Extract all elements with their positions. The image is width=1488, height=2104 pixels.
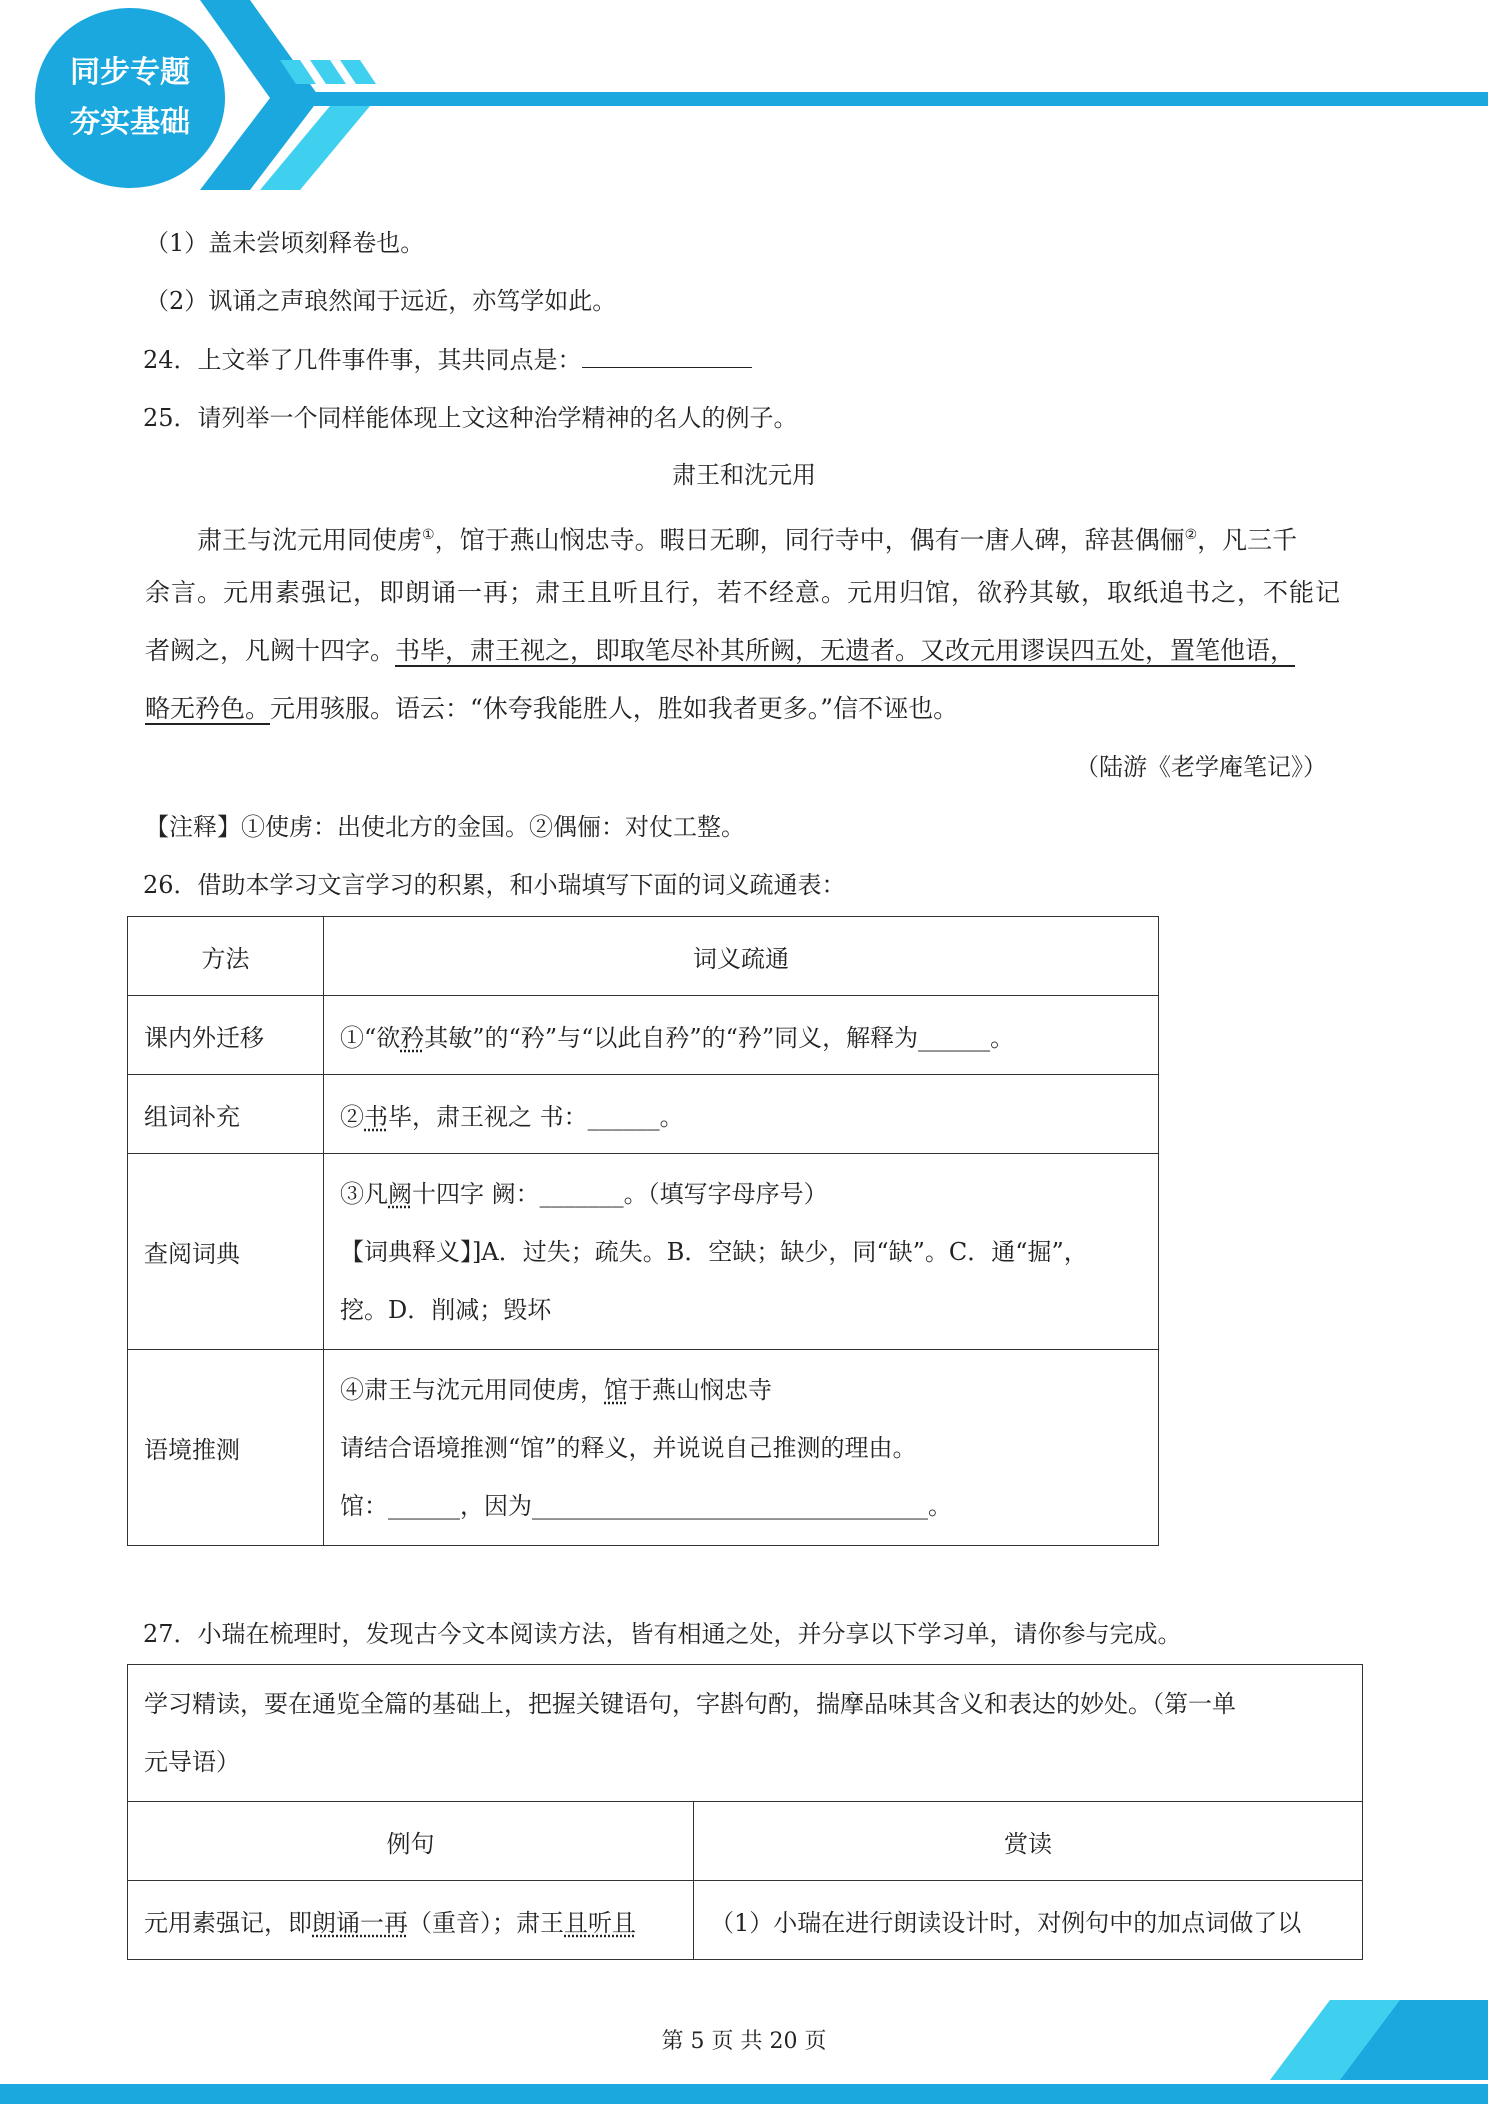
cell-text: 其敏”的“矜”与“以此自矜”的“矜”同义，解释为______。 <box>424 1023 1015 1052</box>
vocabulary-table <box>127 916 1159 1546</box>
passage-line-2: 余言。元用素强记，即朗诵一再；肃王且听且行，若不经意。元用归馆，欲矜其敏，取纸追书之，不能记 <box>145 578 1342 607</box>
table-row <box>128 996 1159 1075</box>
header-cell-method: 方法 <box>128 917 324 996</box>
header-cell-appreciation: 赏读 <box>694 1802 1363 1881</box>
annotation-note: 【注释】①使虏：出使北方的金国。②偶俪：对仗工整。 <box>145 813 745 841</box>
question-24 <box>143 343 752 377</box>
method-cell: 课内外迁移 <box>128 996 324 1075</box>
cell-line <box>340 1361 1142 1419</box>
passage-line-4 <box>145 690 958 728</box>
footer-decoration <box>0 2000 1488 2104</box>
passage-text: 元用骇服。语云：“休夸我能胜人，胜如我者更多。”信不诬也。 <box>270 694 959 723</box>
intro-cell <box>128 1665 1363 1802</box>
table-header-row <box>128 917 1159 996</box>
dotted-word: 阙 <box>388 1179 412 1208</box>
cell-text: （重音）；肃王 <box>408 1908 564 1937</box>
intro-line-1: 学习精读，要在通览全篇的基础上，把握关键语句，字斟句酌，揣摩品味其含义和表达的妙处。（第一单 <box>144 1690 1236 1718</box>
intro-row <box>128 1665 1363 1802</box>
dotted-word: 矜 <box>400 1023 425 1052</box>
underlined-sentence: 书毕，肃王视之，即取笔尽补其所阙，无遗者。又改元用谬误四五处，置笔他语， <box>395 636 1296 665</box>
dotted-word: 书 <box>364 1102 388 1131</box>
passage-title: 肃王和沈元用 <box>672 461 816 489</box>
footnote-marker: ② <box>1184 527 1198 543</box>
underlined-sentence: 略无矜色。 <box>145 694 271 723</box>
passage-line-1 <box>197 516 1297 559</box>
table-row <box>128 1881 1363 1960</box>
dictionary-definitions: 【词典释义】]A．过失；疏失。B．空缺；缺少，同“缺”。C．通“掘”， <box>340 1237 1088 1266</box>
cell-line: 馆：______，因为_________________________________。 <box>340 1491 952 1520</box>
question-23-part-1: （1）盖未尝顷刻释卷也。 <box>145 229 425 257</box>
page-number: 第 5 页 共 20 页 <box>661 2029 827 2054</box>
method-cell: 语境推测 <box>128 1350 324 1546</box>
question-26: 26．借助本学习文言学习的积累，和小瑞填写下面的词义疏通表： <box>143 871 846 899</box>
cell-text: 毕，肃王视之 书：______。 <box>388 1102 684 1131</box>
table-header-row <box>128 1802 1363 1881</box>
passage-text: 肃王与沈元用同使虏 <box>197 525 423 555</box>
badge-line-1: 同步专题 <box>70 55 190 90</box>
study-sheet-table <box>127 1664 1363 1960</box>
example-cell <box>128 1881 694 1960</box>
passage-text: ，馆于燕山悯忠寺。暇日无聊，同行寺中，偶有一唐人碑，辞甚偶俪 <box>434 525 1185 555</box>
cell-text: 于燕山悯忠寺 <box>628 1375 772 1404</box>
passage-text: 者阙之，凡阙十四字。 <box>145 636 396 665</box>
dictionary-definitions-cont: 挖。D．削减；毁坏 <box>340 1295 552 1324</box>
cell-line: 请结合语境推测“馆”的释义，并说说自己推测的理由。 <box>340 1433 917 1462</box>
dotted-word: 馆 <box>604 1375 628 1404</box>
badge-line-2: 夯实基础 <box>70 105 190 140</box>
meaning-cell <box>324 1350 1159 1546</box>
dotted-word: 且听且 <box>564 1908 636 1937</box>
cell-text: ③凡 <box>340 1179 388 1208</box>
cell-line <box>340 1165 1142 1223</box>
question-23-part-2: （2）讽诵之声琅然闻于远近，亦笃学如此。 <box>145 287 617 315</box>
header-cell-example: 例句 <box>128 1802 694 1881</box>
cell-text: 元用素强记，即 <box>144 1908 312 1937</box>
footnote-marker: ① <box>422 527 435 543</box>
meaning-cell <box>324 996 1159 1075</box>
appreciation-cell: （1）小瑞在进行朗读设计时，对例句中的加点词做了以 <box>694 1881 1363 1960</box>
header-cell-meaning: 词义疏通 <box>324 917 1159 996</box>
cell-text: ④肃王与沈元用同使虏， <box>340 1375 604 1404</box>
question-25: 25．请列举一个同样能体现上文这种治学精神的名人的例子。 <box>143 404 798 432</box>
cell-text: ①“欲 <box>340 1023 401 1052</box>
meaning-cell <box>324 1075 1159 1154</box>
cell-text: ② <box>340 1102 364 1131</box>
table-row <box>128 1154 1159 1350</box>
header-badge <box>35 8 225 188</box>
table-row <box>128 1075 1159 1154</box>
passage-text: ，凡三千 <box>1197 525 1298 555</box>
answer-blank <box>582 343 752 368</box>
question-27: 27．小瑞在梳理时，发现古今文本阅读方法，皆有相通之处，并分享以下学习单，请你参与完成。 <box>143 1620 1182 1648</box>
table-row <box>128 1350 1159 1546</box>
passage-line-3 <box>145 632 1295 670</box>
question-24-text: 24．上文举了几件事件事，其共同点是： <box>143 346 582 374</box>
dotted-word: 朗诵一再 <box>312 1908 408 1937</box>
cell-text: 十四字 阙：_______。（填写字母序号） <box>412 1179 828 1208</box>
method-cell: 组词补充 <box>128 1075 324 1154</box>
page-header <box>0 0 1488 200</box>
method-cell: 查阅词典 <box>128 1154 324 1350</box>
meaning-cell <box>324 1154 1159 1350</box>
passage-source: （陆游《老学庵笔记》） <box>1075 753 1327 781</box>
intro-line-2: 元导语） <box>144 1748 240 1776</box>
